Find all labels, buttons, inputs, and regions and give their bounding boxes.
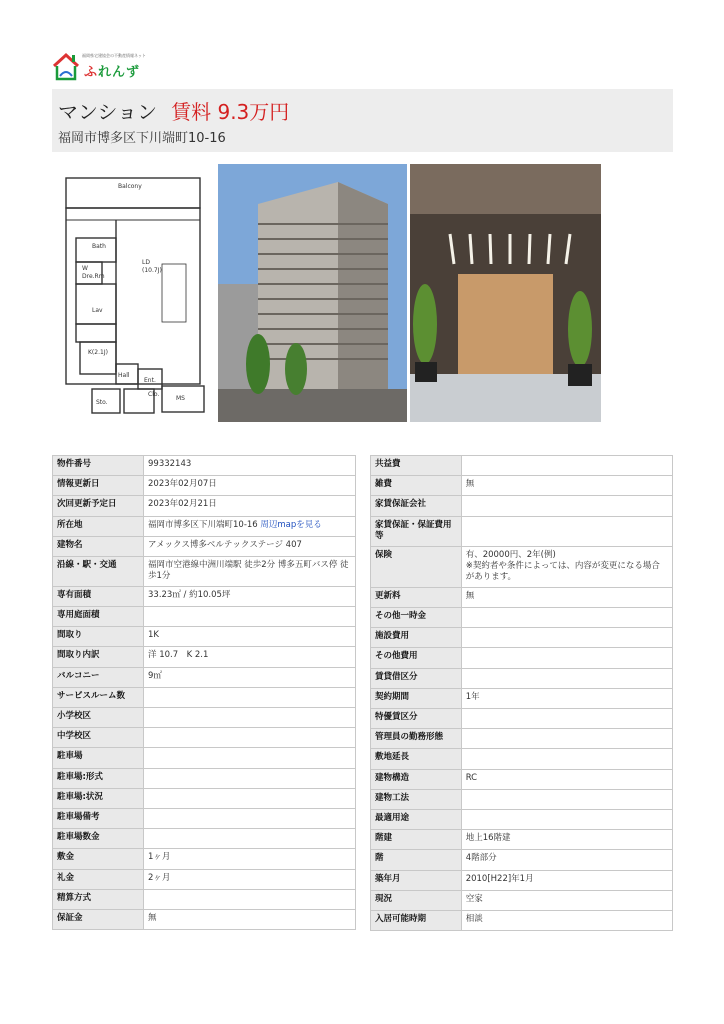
spec-value <box>144 889 356 909</box>
spec-value <box>144 647 356 667</box>
spec-label: 建物名 <box>53 536 144 556</box>
spec-value <box>144 768 356 788</box>
spec-label: 間取り <box>53 627 144 647</box>
spec-row <box>53 728 356 748</box>
spec-row <box>371 668 673 688</box>
spec-value-text: 1年 <box>465 691 480 702</box>
spec-row <box>53 808 356 828</box>
spec-value <box>144 607 356 627</box>
floorplan-label-kitchen: K(2.1J) <box>88 349 108 356</box>
spec-label: 駐車場:状況 <box>53 788 144 808</box>
spec-row <box>53 516 356 536</box>
spec-value <box>144 788 356 808</box>
spec-label: 中学校区 <box>53 728 144 748</box>
spec-label: 駐車場備考 <box>53 808 144 828</box>
spec-label: 専用庭面積 <box>53 607 144 627</box>
spec-row <box>53 748 356 768</box>
spec-row <box>53 627 356 647</box>
spec-value <box>144 456 356 476</box>
spec-label: 敷金 <box>53 849 144 869</box>
spec-value-text: 無 <box>465 590 475 601</box>
spec-label: 建物構造 <box>371 769 462 789</box>
spec-label: 特優賃区分 <box>371 709 462 729</box>
spec-value-text: 相談 <box>465 913 483 924</box>
spec-value-text: 9㎡ <box>148 670 162 681</box>
spec-row <box>53 647 356 667</box>
spec-label: 駐車場数金 <box>53 829 144 849</box>
spec-row <box>371 496 673 516</box>
spec-value <box>461 850 672 870</box>
spec-value-text: 無 <box>465 479 475 490</box>
spec-value <box>461 789 672 809</box>
spec-value <box>144 869 356 889</box>
spec-value <box>461 587 672 607</box>
spec-row <box>53 456 356 476</box>
spec-row <box>371 516 673 546</box>
floorplan-label-hall: Hall <box>118 372 130 379</box>
spec-value <box>461 890 672 910</box>
spec-value <box>461 910 672 930</box>
floorplan-label-ms: MS <box>176 395 185 402</box>
spec-value-text: 地上16階建 <box>465 833 511 844</box>
spec-value <box>144 748 356 768</box>
spec-value <box>144 708 356 728</box>
logo-tagline: 福岡県宅建協会の不動産情報ネット <box>82 53 146 58</box>
spec-label: その他費用 <box>371 648 462 668</box>
spec-value-text: 福岡市空港線中洲川端駅 徒歩2分 博多五町バス停 徒歩1分 <box>148 559 349 582</box>
spec-value-text: 洋 10.7 K 2.1 <box>148 650 209 661</box>
listing-address: 福岡市博多区下川端町10-16 <box>58 131 226 146</box>
spec-row <box>53 496 356 516</box>
spec-label: 駐車場:形式 <box>53 768 144 788</box>
rent-price: 賃料 9.3万円 <box>171 100 290 124</box>
floorplan-image <box>52 164 214 422</box>
spec-label: 専有面積 <box>53 586 144 606</box>
spec-row <box>53 667 356 687</box>
spec-value <box>144 496 356 516</box>
spec-value <box>144 556 356 586</box>
spec-value <box>461 628 672 648</box>
spec-label: 次回更新予定日 <box>53 496 144 516</box>
spec-value <box>461 668 672 688</box>
spec-row <box>371 749 673 769</box>
logo-wordmark: ふれんず <box>84 65 141 80</box>
floorplan-label-dressing: Dre.Rm <box>82 273 105 280</box>
spec-row <box>53 849 356 869</box>
spec-row <box>53 708 356 728</box>
spec-value-text: 99332143 <box>148 459 192 469</box>
spec-row <box>371 890 673 910</box>
spec-label: 管理員の勤務形態 <box>371 729 462 749</box>
spec-value-text: 福岡市博多区下川端町10-16 <box>148 519 261 530</box>
spec-value <box>461 830 672 850</box>
spec-label: 雑費 <box>371 476 462 496</box>
spec-label: 保険 <box>371 546 462 587</box>
entrance-lobby-drawing <box>410 164 601 422</box>
spec-value-text: 2010[H22]年1月 <box>465 873 534 884</box>
floorplan-label-ld: LD <box>142 259 150 266</box>
spec-value-text: 空家 <box>465 893 483 904</box>
floorplan-drawing <box>52 164 214 422</box>
spec-row <box>371 546 673 587</box>
spec-label: バルコニー <box>53 667 144 687</box>
spec-row <box>53 869 356 889</box>
spec-value-text: 無 <box>148 912 157 923</box>
spec-row <box>371 830 673 850</box>
spec-value <box>144 829 356 849</box>
property-spec-table-right <box>370 455 673 931</box>
floorplan-label-laundry: Lav <box>92 307 103 314</box>
spec-row <box>53 889 356 909</box>
spec-value <box>144 627 356 647</box>
spec-value <box>461 496 672 516</box>
spec-value <box>144 808 356 828</box>
spec-value-text: 有、20000円、2年(例) ※契約者や条件によっては、内容が変更になる場合があります。 <box>465 549 660 583</box>
spec-row <box>53 768 356 788</box>
spec-row <box>371 688 673 708</box>
building-exterior-photo <box>218 164 407 422</box>
spec-value <box>144 516 356 536</box>
spec-row <box>53 829 356 849</box>
spec-value <box>461 749 672 769</box>
spec-value-text: 2023年02月21日 <box>148 499 217 510</box>
spec-label: 保証金 <box>53 909 144 929</box>
spec-row <box>53 536 356 556</box>
spec-row <box>371 910 673 930</box>
spec-value-text: 4階部分 <box>465 853 497 864</box>
spec-row <box>53 556 356 586</box>
house-logo-icon <box>52 52 80 82</box>
spec-row <box>53 687 356 707</box>
spec-row <box>371 789 673 809</box>
floorplan-label-ld-size: (10.7J) <box>142 267 162 274</box>
spec-value-text: RC <box>465 772 478 783</box>
spec-value <box>461 709 672 729</box>
spec-value <box>461 729 672 749</box>
spec-label: その他一時金 <box>371 608 462 628</box>
spec-value <box>461 809 672 829</box>
title-box <box>52 89 673 152</box>
spec-value <box>144 536 356 556</box>
spec-label: 階 <box>371 850 462 870</box>
spec-value-text: 2023年02月07日 <box>148 479 217 490</box>
spec-value <box>144 476 356 496</box>
spec-value-text: 1ヶ月 <box>148 852 171 863</box>
spec-value <box>144 728 356 748</box>
floorplan-label-bath: Bath <box>92 243 106 250</box>
spec-row <box>371 729 673 749</box>
floorplan-label-storage: Sto. <box>96 399 108 406</box>
spec-label: 家賃保証・保証費用等 <box>371 516 462 546</box>
spec-value <box>144 687 356 707</box>
spec-value-text: アメックス博多ベルテックステージ 407 <box>148 539 302 550</box>
spec-label: 最適用途 <box>371 809 462 829</box>
spec-row <box>53 909 356 929</box>
floorplan-label-closet: Clo. <box>148 391 160 398</box>
spec-value <box>461 516 672 546</box>
spec-label: 契約期間 <box>371 688 462 708</box>
spec-value <box>461 688 672 708</box>
spec-row <box>371 850 673 870</box>
spec-row <box>371 809 673 829</box>
spec-label: 築年月 <box>371 870 462 890</box>
spec-label: 礼金 <box>53 869 144 889</box>
nearby-map-link[interactable]: 周辺mapを見る <box>260 519 322 530</box>
property-spec-table-left <box>52 455 356 930</box>
spec-value <box>461 648 672 668</box>
spec-value <box>144 667 356 687</box>
spec-label: 家賃保証会社 <box>371 496 462 516</box>
spec-label: 入居可能時期 <box>371 910 462 930</box>
spec-value <box>461 546 672 587</box>
spec-label: 更新料 <box>371 587 462 607</box>
spec-value <box>461 870 672 890</box>
spec-label: 現況 <box>371 890 462 910</box>
spec-label: 精算方式 <box>53 889 144 909</box>
spec-row <box>53 607 356 627</box>
spec-value-text: 2ヶ月 <box>148 872 171 883</box>
spec-row <box>371 608 673 628</box>
spec-value <box>144 909 356 929</box>
spec-label: 所在地 <box>53 516 144 536</box>
floorplan-label-balcony: Balcony <box>118 183 142 190</box>
site-logo[interactable] <box>52 50 162 84</box>
spec-label: 情報更新日 <box>53 476 144 496</box>
building-exterior-drawing <box>218 164 407 422</box>
listing-title <box>58 96 289 125</box>
spec-label: 共益費 <box>371 456 462 476</box>
spec-row <box>371 628 673 648</box>
spec-row <box>53 586 356 606</box>
spec-label: 沿線・駅・交通 <box>53 556 144 586</box>
spec-row <box>371 648 673 668</box>
entrance-lobby-photo <box>410 164 601 422</box>
spec-value <box>461 476 672 496</box>
spec-label: サービスルーム数 <box>53 687 144 707</box>
spec-value <box>461 608 672 628</box>
spec-value <box>461 769 672 789</box>
spec-row <box>371 456 673 476</box>
spec-label: 建物工法 <box>371 789 462 809</box>
spec-row <box>371 476 673 496</box>
spec-label: 駐車場 <box>53 748 144 768</box>
spec-value-text: 1K <box>148 630 159 641</box>
property-type: マンション <box>58 100 158 124</box>
spec-label: 間取り内訳 <box>53 647 144 667</box>
spec-label: 階建 <box>371 830 462 850</box>
spec-row <box>371 769 673 789</box>
spec-value <box>144 586 356 606</box>
spec-row <box>371 709 673 729</box>
spec-row <box>371 870 673 890</box>
spec-label: 敷地延長 <box>371 749 462 769</box>
spec-label: 小学校区 <box>53 708 144 728</box>
spec-row <box>53 476 356 496</box>
spec-value <box>461 456 672 476</box>
spec-value-text: 33.23㎡ / 約10.05坪 <box>148 589 231 600</box>
spec-value <box>144 849 356 869</box>
floorplan-label-entrance: Ent. <box>144 377 156 384</box>
spec-row <box>371 587 673 607</box>
spec-label: 物件番号 <box>53 456 144 476</box>
floorplan-label-wc: W <box>82 265 88 272</box>
spec-row <box>53 788 356 808</box>
spec-label: 賃貸借区分 <box>371 668 462 688</box>
spec-label: 施設費用 <box>371 628 462 648</box>
